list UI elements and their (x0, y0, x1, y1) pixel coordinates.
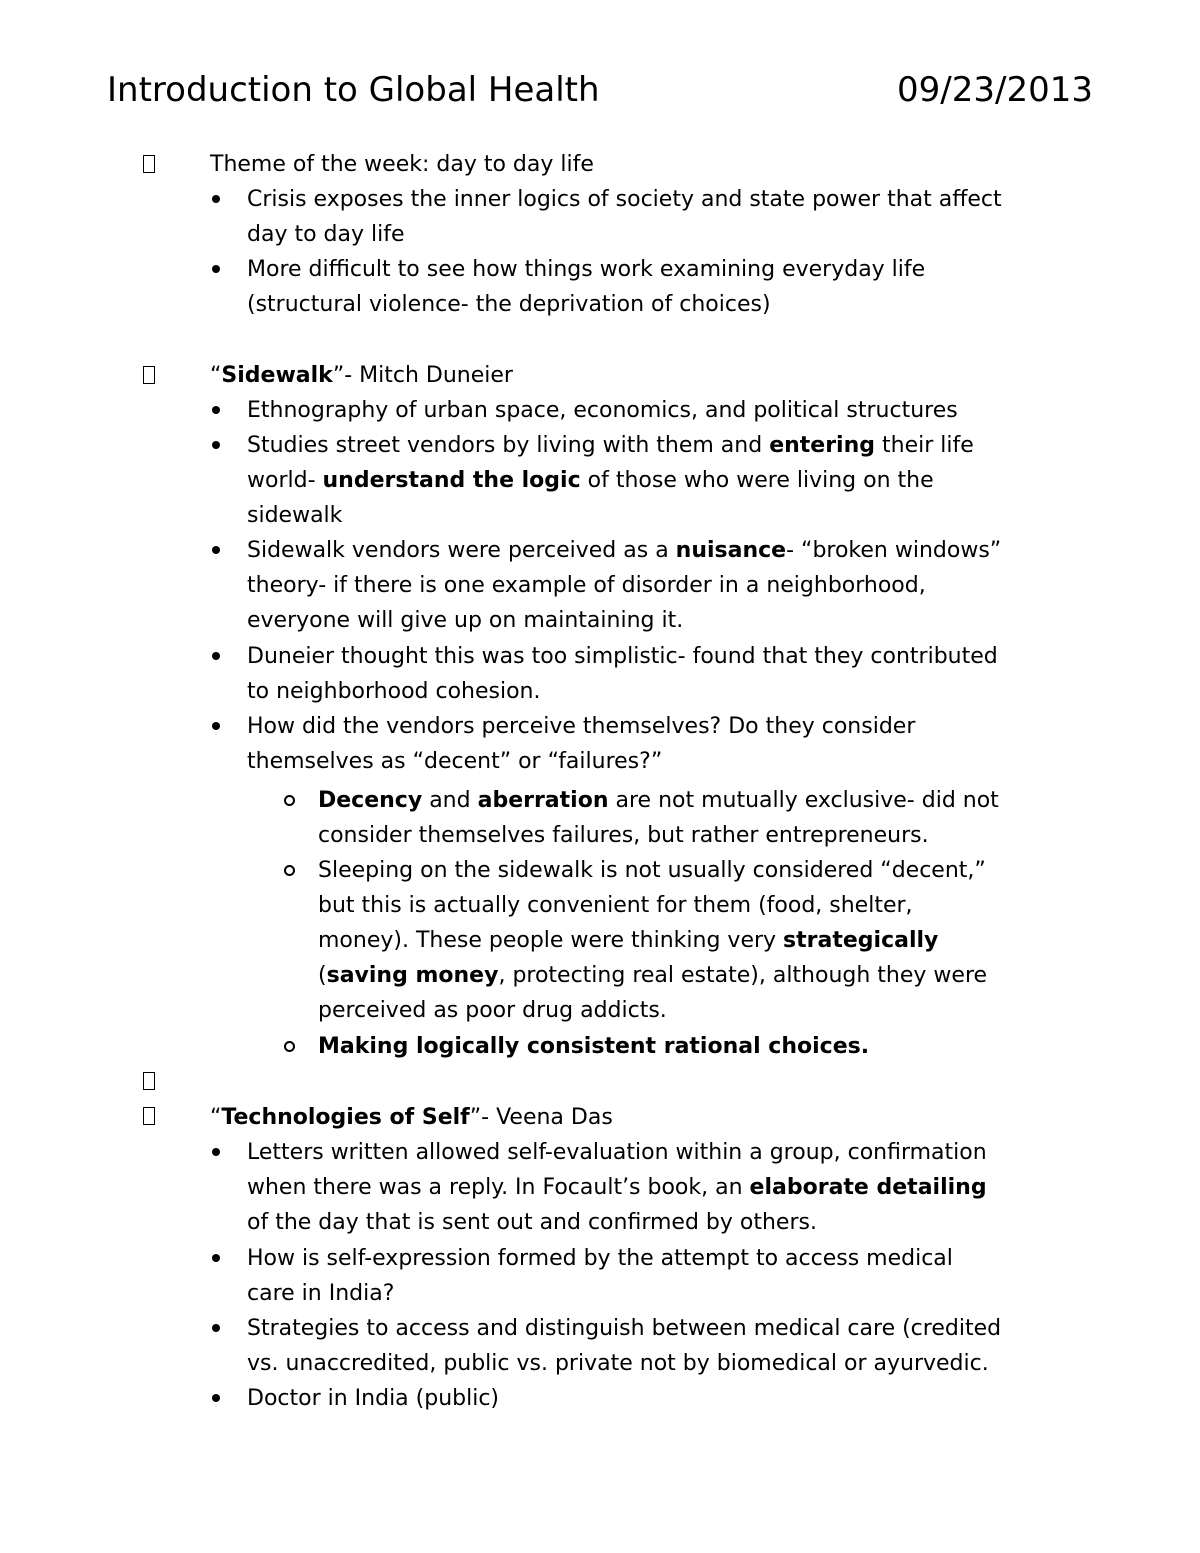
filled-disc-bullet-icon (212, 1324, 220, 1332)
bullet-line: day to day life (247, 222, 405, 247)
filled-disc-bullet-icon (212, 406, 220, 414)
bullet-line: when there was a reply. In Focault’s book, an elaborate detailing (247, 1175, 987, 1200)
bullet-line: of the day that is sent out and confirmed by others. (247, 1210, 817, 1235)
hollow-circle-bullet-icon (284, 865, 295, 876)
missing-glyph-box-icon (143, 155, 155, 173)
bullet-line: Sidewalk vendors were perceived as a nuisance- “broken windows” (247, 538, 1002, 563)
bullet-line: everyone will give up on maintaining it. (247, 608, 684, 633)
bullet-line: Doctor in India (public) (247, 1386, 500, 1411)
filled-disc-bullet-icon (212, 1394, 220, 1402)
bullet-line: Ethnography of urban space, economics, and political structures (247, 398, 958, 423)
hollow-circle-bullet-icon (284, 1041, 295, 1052)
bullet-line: Studies street vendors by living with them and entering their life (247, 433, 974, 458)
bullet-line: to neighborhood cohesion. (247, 679, 541, 704)
missing-glyph-box-icon (143, 366, 155, 384)
bullet-line: theory- if there is one example of disorder in a neighborhood, (247, 573, 926, 598)
sub-bullet-line: Sleeping on the sidewalk is not usually considered “decent,” (318, 858, 986, 883)
document-date: 09/23/2013 (897, 70, 1093, 110)
filled-disc-bullet-icon (212, 546, 220, 554)
bullet-line: Duneier thought this was too simplistic- found that they contributed (247, 644, 998, 669)
filled-disc-bullet-icon (212, 1254, 220, 1262)
bullet-line: Crisis exposes the inner logics of society and state power that affect (247, 187, 1002, 212)
sub-bullet-line: (saving money, protecting real estate), although they were (318, 963, 988, 988)
bullet-line: More difficult to see how things work examining everyday life (247, 257, 926, 282)
sub-bullet-line: perceived as poor drug addicts. (318, 998, 667, 1023)
filled-disc-bullet-icon (212, 1148, 220, 1156)
filled-disc-bullet-icon (212, 195, 220, 203)
document-title: Introduction to Global Health (107, 70, 600, 110)
sub-bullet-line: Decency and aberration are not mutually exclusive- did not (318, 788, 999, 813)
filled-disc-bullet-icon (212, 441, 220, 449)
sub-bullet-line: Making logically consistent rational choices. (318, 1034, 870, 1059)
bullet-line: How is self-expression formed by the attempt to access medical (247, 1246, 953, 1271)
filled-disc-bullet-icon (212, 652, 220, 660)
section-heading: “Technologies of Self”- Veena Das (210, 1105, 613, 1130)
bullet-line: Letters written allowed self-evaluation within a group, confirmation (247, 1140, 987, 1165)
page-header (107, 70, 1093, 120)
bullet-line: How did the vendors perceive themselves? Do they consider (247, 714, 916, 739)
hollow-circle-bullet-icon (284, 795, 295, 806)
bullet-line: Strategies to access and distinguish between medical care (credited (247, 1316, 1002, 1341)
bullet-line: world- understand the logic of those who were living on the (247, 468, 934, 493)
sub-bullet-line: money). These people were thinking very strategically (318, 928, 939, 953)
missing-glyph-box-icon (143, 1107, 155, 1125)
bullet-line: (structural violence- the deprivation of choices) (247, 292, 771, 317)
section-heading: Theme of the week: day to day life (210, 152, 594, 177)
missing-glyph-box-icon (143, 1072, 155, 1090)
bullet-line: vs. unaccredited, public vs. private not by biomedical or ayurvedic. (247, 1351, 989, 1376)
bullet-line: care in India? (247, 1281, 395, 1306)
bullet-line: themselves as “decent” or “failures?” (247, 749, 663, 774)
bullet-line: sidewalk (247, 503, 343, 528)
sub-bullet-line: consider themselves failures, but rather entrepreneurs. (318, 823, 929, 848)
filled-disc-bullet-icon (212, 722, 220, 730)
section-heading: “Sidewalk”- Mitch Duneier (210, 363, 513, 388)
sub-bullet-line: but this is actually convenient for them (food, shelter, (318, 893, 913, 918)
filled-disc-bullet-icon (212, 265, 220, 273)
